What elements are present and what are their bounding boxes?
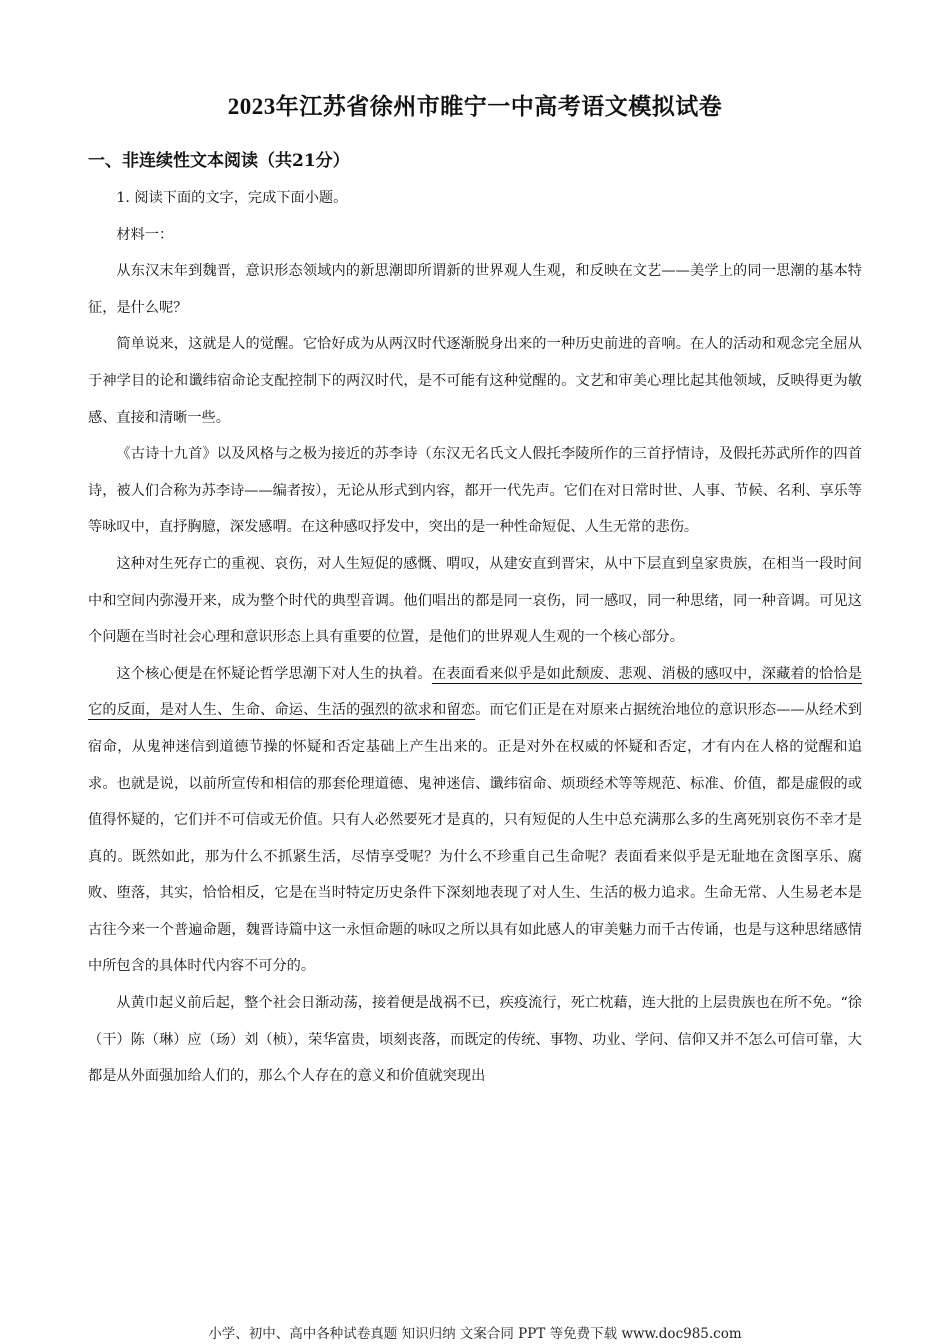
paragraph-6: 从黄巾起义前后起，整个社会日渐动荡，接着便是战祸不已，疾疫流行，死亡枕藉，连大批的上层贵族也在所不免。“徐（干）陈（琳）应（玚）刘（桢），荣华富贵，顷刻丧落，而既定的传统、事物、功业、学问、信仰又并不怎么可信可靠，大都是从外面强加给人们的，那么个人存在的意义和价值就突现出 [88, 995, 862, 1085]
paragraph-3: 《古诗十九首》以及风格与之极为接近的苏李诗（东汉无名氏文人假托李陵所作的三首抒情诗，及假托苏武所作的四首诗，被人们合称为苏李诗——编者按），无论从形式到内容，都开一代先声。它们在对日常时世、人事、节候、名利、享乐等等咏叹中，直抒胸臆，深发感喟。在这种感叹抒发中，突出的是一种性命短促、人生无常的悲伤。 [88, 446, 862, 536]
paragraph-5 [88, 656, 862, 985]
question-intro: 1. 阅读下面的文字，完成下面小题。 [116, 190, 348, 206]
paragraph-1: 从东汉末年到魏晋，意识形态领域内的新思潮即所谓新的世界观人生观，和反映在文艺——美学上的同一思潮的基本特征，是什么呢？ [88, 263, 862, 316]
page-footer: 小学、初中、高中各种试卷真题 知识归纳 文案合同 PPT 等免费下载 www.doc985.com [208, 1326, 742, 1342]
paragraph-4: 这种对生死存亡的重视、哀伤，对人生短促的感慨、喟叹，从建安直到晋宋，从中下层直到皇家贵族，在相当一段时间中和空间内弥漫开来，成为整个时代的典型音调。他们唱出的都是同一哀伤，同一感叹，同一种思绪，同一种音调。可见这个问题在当时社会心理和意识形态上具有重要的位置，是他们的世界观人生观的一个核心部分。 [88, 555, 862, 646]
underlined-sentence: 在表面看来似乎是如此颓废、悲观、消极的感叹中，深藏着的恰恰是它的反面，是对人生、生命、命运、生活的强烈的欲求和留恋 [88, 665, 862, 719]
paragraph-5-lead: 这个核心便是在怀疑论哲学思潮下对人生的执着。 [116, 665, 432, 682]
section-heading: 一、非连续性文本阅读（共21分） [88, 151, 350, 171]
paragraph-5-rest: 。而它们正是在对原来占据统治地位的意识形态——从经术到宿命，从鬼神迷信到道德节操的怀疑和否定基础上产生出来的。正是对外在权威的怀疑和否定，才有内在人格的觉醒和追求。也就是说，以前所宣传和相信的那套伦理道德、鬼神迷信、谶纬宿命、烦琐经术等等规范、标准、价值，都是虚假的或值得怀疑的，它们并不可信或无价值。只有人必然要死才是真的，只有短促的人生中总充满那么多的生离死别哀伤不幸才是真的。既然如此，那为什么不抓紧生活，尽情享受呢？为什么不珍重自己生命呢？表面看来似乎是无耻地在贪图享乐、腐败、堕落，其实，恰恰相反，它是在当时特定历史条件下深刻地表现了对人生、生活的极力追求。生命无常、人生易老本是古往今来一个普遍命题，魏晋诗篇中这一永恒命题的咏叹之所以具有如此感人的审美魅力而千古传诵，也是与这种思绪感情中所包含的具体时代内容不可分的。 [88, 702, 862, 975]
exam-title: 2023年江苏省徐州市睢宁一中高考语文模拟试卷 [227, 94, 723, 119]
material-label: 材料一： [116, 226, 174, 243]
paragraph-2: 简单说来，这就是人的觉醒。它恰好成为从两汉时代逐渐脱身出来的一种历史前进的音响。在人的活动和观念完全屈从于神学目的论和谶纬宿命论支配控制下的两汉时代，是不可能有这种觉醒的。文艺和审美心理比起其他领域，反映得更为敏感、直接和清晰一些。 [88, 336, 862, 426]
reading-passage [88, 180, 862, 1095]
